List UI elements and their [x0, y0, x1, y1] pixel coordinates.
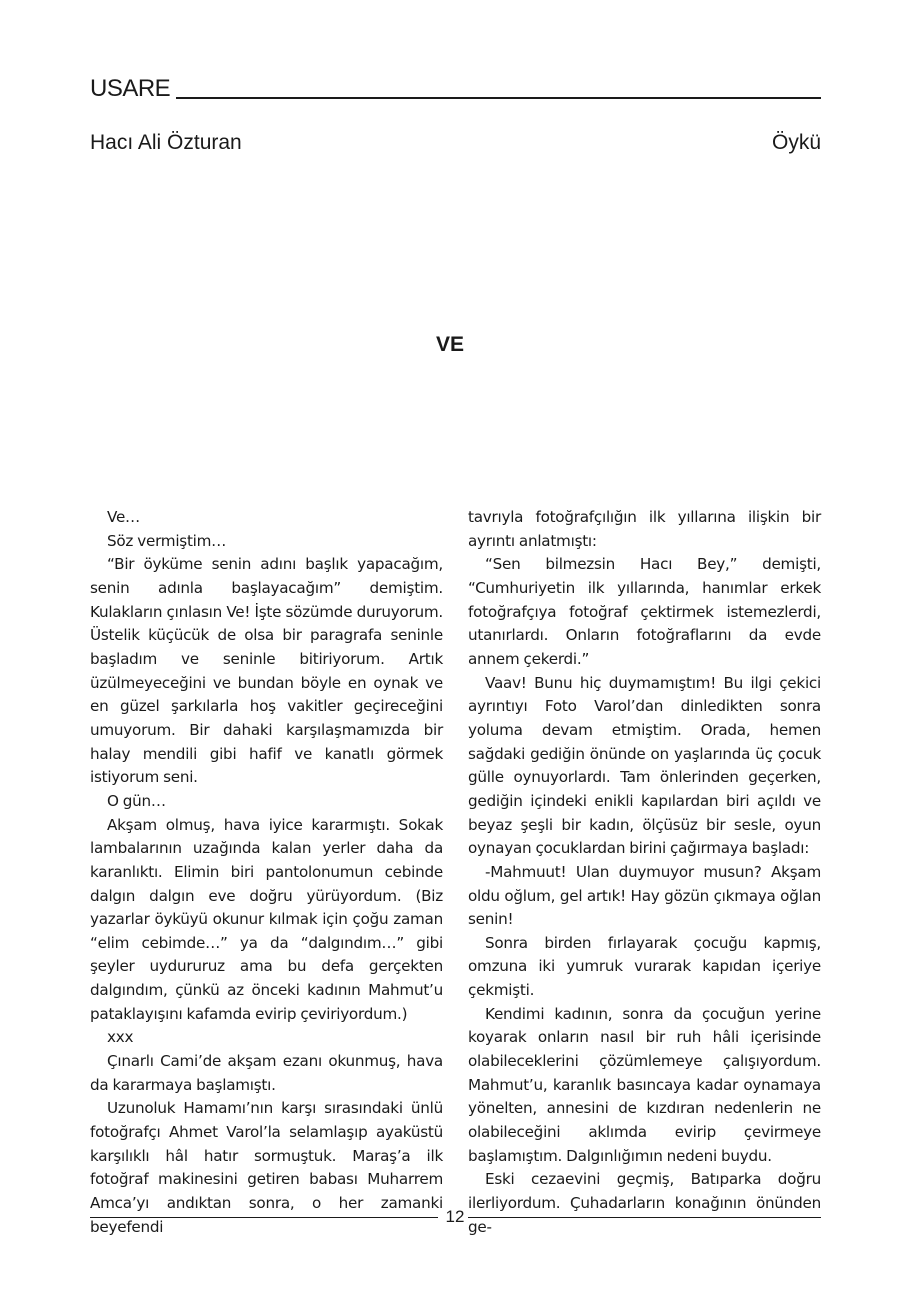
page-number: 12 [445, 1207, 465, 1226]
paragraph: “Sen bilmezsin Hacı Bey,” demişti, “Cumhuriyetin ilk yıllarında, hanımlar erkek fotoğrafçıya fotoğraf çektirmek istemezlerdi, utanırlardı. Onların fotoğraflarını da evde annem çekerdi.” [468, 555, 821, 668]
paragraph: O gün… [107, 791, 166, 810]
paragraph: -Mahmuut! Ulan duymuyor musun? Akşam oldu oğlum, gel artık! Hay gözün çıkmaya oğlan senin! [468, 862, 821, 929]
paragraph: Çınarlı Cami’de akşam ezanı okunmuş, hava da kararmaya başlamıştı. [90, 1052, 443, 1094]
journal-name: USARE [90, 75, 171, 102]
section-separator: xxx [107, 1028, 134, 1047]
paragraph: Vaav! Bunu hiç duymamıştım! Bu ilgi çekici ayrıntıyı Foto Varol’dan dinledikten sonra yoluma devam etmiştim. Orada, hemen sağdaki gediğin önünde on yaşlarında üç çocuk gülle oynuyorlardı. Tam önlerinden geçerken, gediğin içindeki enikli kapılardan biri açıldı ve beyaz şeşli bir kadın, ölçüsüz bir sesle, oyun oynayan çocuklardan birini çağırmaya başladı: [468, 673, 821, 858]
footer-rule-right [468, 1217, 821, 1218]
paragraph: Eski cezaevini geçmiş, Batıparka doğru ilerliyordum. Çuhadarların konağının önünden ge- [468, 1170, 821, 1236]
paragraph-continuation: tavrıyla fotoğrafçılığın ilk yıllarına ilişkin bir ayrıntı anlatmıştı: [468, 508, 821, 550]
right-column [468, 506, 821, 1239]
paragraph: Akşam olmuş, hava iyice kararmıştı. Sokak lambalarının uzağında kalan yerler daha da karanlıktı. Elimin biri pantolonumun cebinde dalgın dalgın eve doğru yürüyordum. (Biz yazarlar öyküyü okunur kılmak için çoğu zaman “elim cebimde…” ya da “dalgındım…” gibi şeyler uydururuz ama bu defa gerçekten dalgındım, çünkü az önceki kadının Mahmut’u pataklayışını kafamda evirip çeviriyordum.) [90, 815, 443, 1023]
running-header [90, 76, 821, 102]
story-title: VE [435, 333, 464, 356]
footer-rule-left [90, 1217, 438, 1218]
paragraph: “Bir öyküme senin adını başlık yapacağım, senin adınla başlayacağım” demiştim. Kulakların çınlasın Ve! İşte sözümde duruyorum. Üstelik küçücük de olsa bir paragrafa seninle başladım ve seninle bitiriyorum. Artık üzülmeyeceğini ve bundan böyle en oynak ve en güzel şarkılarla hoş vakitler geçireceğini umuyorum. Bir dahaki karşılaşmamızda bir halay mendili gibi hafif ve kanatlı görmek istiyorum seni. [90, 555, 443, 787]
paragraph: Söz vermiştim… [107, 531, 227, 550]
left-column [90, 506, 443, 1239]
paragraph: Uzunoluk Hamamı’nın karşı sırasındaki ünlü fotoğrafçı Ahmet Varol’la selamlaşıp ayaküstü karşılıklı hâl hatır sormuştuk. Maraş’a ilk fotoğraf makinesini getiren babası Muharrem Amca’yı andıktan sonra, o her zamanki beyefendi [90, 1099, 443, 1236]
footer [90, 1207, 821, 1229]
header-rule [176, 97, 821, 99]
paragraph: Ve… [107, 508, 140, 526]
author-name: Hacı Ali Özturan [90, 131, 242, 154]
paragraph: Sonra birden fırlayarak çocuğu kapmış, omzuna iki yumruk vurarak kapıdan içeriye çekmişti. [468, 933, 821, 1000]
genre-label: Öykü [771, 131, 821, 154]
paragraph: Kendimi kadının, sonra da çocuğun yerine koyarak onların nasıl bir ruh hâli içerisinde olabileceklerini çözümlemeye çalışıyordum. Mahmut’u, karanlık basıncaya kadar oynamaya yönelten, annesini de kızdıran nedenlerin ne olabileceğini aklımda evirip çevirmeye başlamıştım. Dalgınlığımın nedeni buydu. [468, 1004, 821, 1165]
